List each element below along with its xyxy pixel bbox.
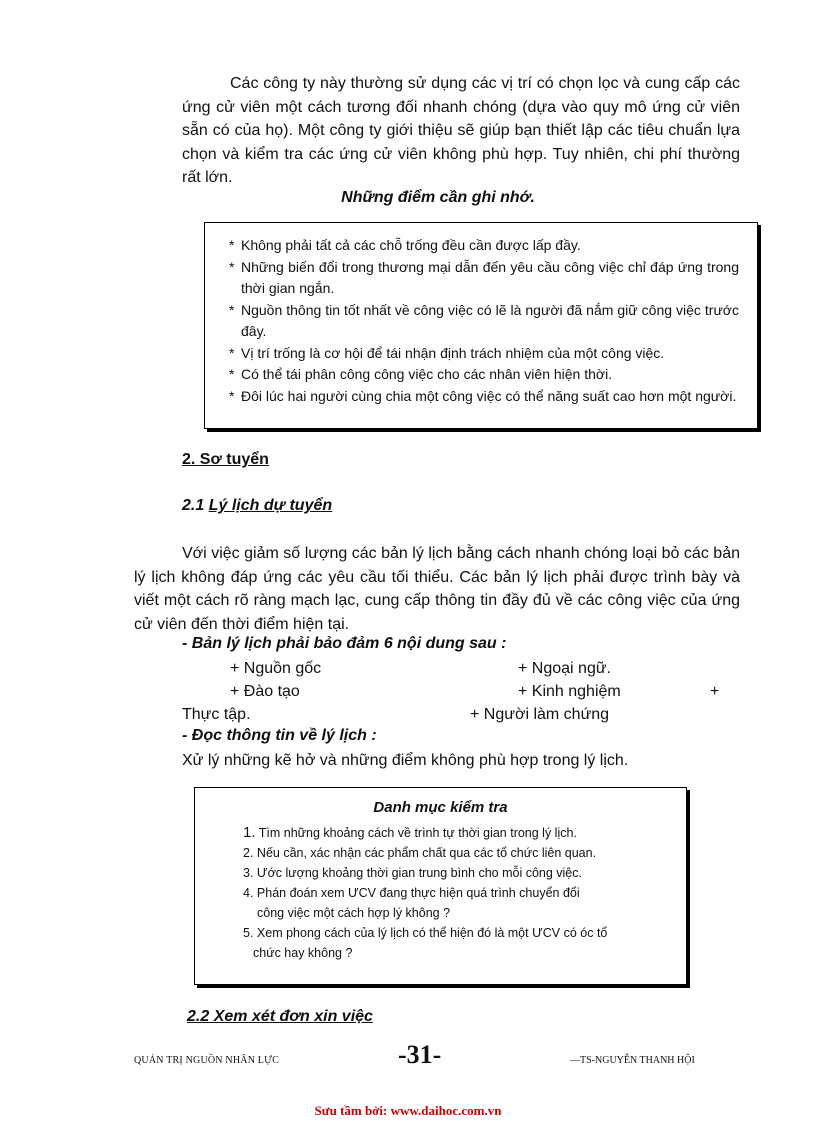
footer-left: QUẢN TRỊ NGUỒN NHÂN LỰC: [134, 1055, 279, 1066]
checklist-item: 4. Phán đoán xem ƯCV đang thực hiện quá trình chuyển đổi công việc một cách hợp lý không ?: [243, 886, 580, 920]
bullet-icon: *: [229, 258, 235, 275]
source-label: Sưu tầm bởi:: [314, 1103, 391, 1118]
checklist-title: Danh mục kiểm tra: [373, 799, 508, 816]
item-internship: Thực tập.: [182, 706, 251, 723]
checklist-list: [243, 823, 673, 963]
bullet-icon: *: [229, 344, 235, 361]
checklist-number: 4.: [243, 886, 254, 900]
bullet-icon: *: [229, 387, 235, 404]
checklist-item: 3. Ước lượng khoảng thời gian trung bình cho mỗi công việc.: [243, 866, 582, 880]
remember-title: Những điểm cần ghi nhớ.: [341, 189, 535, 206]
remember-item: * Đôi lúc hai người cùng chia một công việc có thể năng suất cao hơn một người.: [229, 386, 739, 408]
checklist-item: 5. Xem phong cách của lý lịch có thể hiện đó là một ƯCV có óc tổ chức hay không ?: [243, 926, 608, 960]
checklist-item: 1. Tìm những khoảng cách về trình tự thời gian trong lý lịch.: [243, 824, 577, 841]
bullet-icon: *: [229, 237, 235, 253]
section-2-2-heading: 2.2 Xem xét đơn xin việc: [187, 1008, 373, 1025]
content-heading: - Bản lý lịch phải bảo đảm 6 nội dung sau :: [182, 635, 507, 652]
page-number: -31-: [398, 1040, 442, 1069]
source-line: [0, 1103, 816, 1119]
read-heading: - Đọc thông tin về lý lịch :: [182, 727, 377, 744]
section-2-heading: 2. Sơ tuyển: [182, 451, 269, 468]
section-2-1-title: Lý lịch dự tuyển: [208, 497, 333, 514]
resume-paragraph-text: Với việc giảm số lượng các bản lý lịch bằng cách nhanh chóng loại bỏ các bản lý lịch không đáp ứng các yêu cầu tối thiểu. Các bản lý lịch phải được trình bày và viết một cách rõ ràng mạch lạc, cung cấp thông tin đầy đủ về các công việc của ứng cử viên đến thời điểm hiện tại.: [134, 545, 740, 633]
item-plus: +: [710, 683, 720, 700]
remember-item: * Có thể tái phân công công việc cho các nhân viên hiện thời.: [229, 364, 739, 386]
read-text: Xử lý những kẽ hở và những điểm không phù hợp trong lý lịch.: [182, 752, 629, 769]
item-origin: + Nguồn gốc: [230, 660, 322, 677]
remember-item: * Không phải tất cả các chỗ trống đều cần được lấp đầy.: [229, 235, 739, 257]
item-experience: + Kinh nghiệm: [518, 683, 621, 700]
section-2-1-number: 2.1: [182, 497, 205, 514]
footer-right: —TS-NGUYỄN THANH HỘI: [570, 1055, 695, 1066]
item-referee: + Người làm chứng: [470, 706, 610, 723]
checklist-number: 3.: [243, 866, 254, 880]
checklist-number: 1.: [243, 824, 256, 841]
intro-paragraph-text: Các công ty này thường sử dụng các vị trí có chọn lọc và cung cấp các ứng cử viên một cách tương đối nhanh chóng (dựa vào quy mô ứng cử viên sẵn có của họ). Một công ty giới thiệu sẽ giúp bạn thiết lập các tiêu chuẩn lựa chọn và kiểm tra các ứng cử viên không phù hợp. Tuy nhiên, chi phí thường rất lớn.: [182, 75, 740, 186]
remember-list: [229, 235, 739, 407]
source-link[interactable]: www.daihoc.com.vn: [390, 1103, 502, 1118]
bullet-icon: *: [229, 366, 235, 382]
remember-item: * Vị trí trống là cơ hội để tái nhận định trách nhiệm của một công việc.: [229, 343, 739, 365]
checklist-number: 2.: [243, 846, 254, 860]
remember-item: * Nguồn thông tin tốt nhất về công việc có lẽ là người đã nắm giữ công việc trước đây.: [229, 301, 739, 339]
intro-paragraph: [182, 72, 740, 190]
item-language: + Ngoại ngữ.: [518, 660, 611, 677]
checklist-box: [194, 787, 687, 985]
remember-item: * Những biến đổi trong thương mại dẫn đến yêu cầu công việc chỉ đáp ứng trong thời gian ngắn.: [229, 258, 739, 296]
checklist-number: 5.: [243, 926, 254, 940]
section-2-1-heading: [182, 497, 332, 515]
remember-box: [204, 222, 758, 429]
resume-paragraph: [134, 542, 740, 636]
item-training: + Đào tạo: [230, 683, 300, 700]
checklist-item: 2. Nếu cần, xác nhận các phẩm chất qua các tổ chức liên quan.: [243, 846, 597, 860]
bullet-icon: *: [229, 301, 235, 318]
